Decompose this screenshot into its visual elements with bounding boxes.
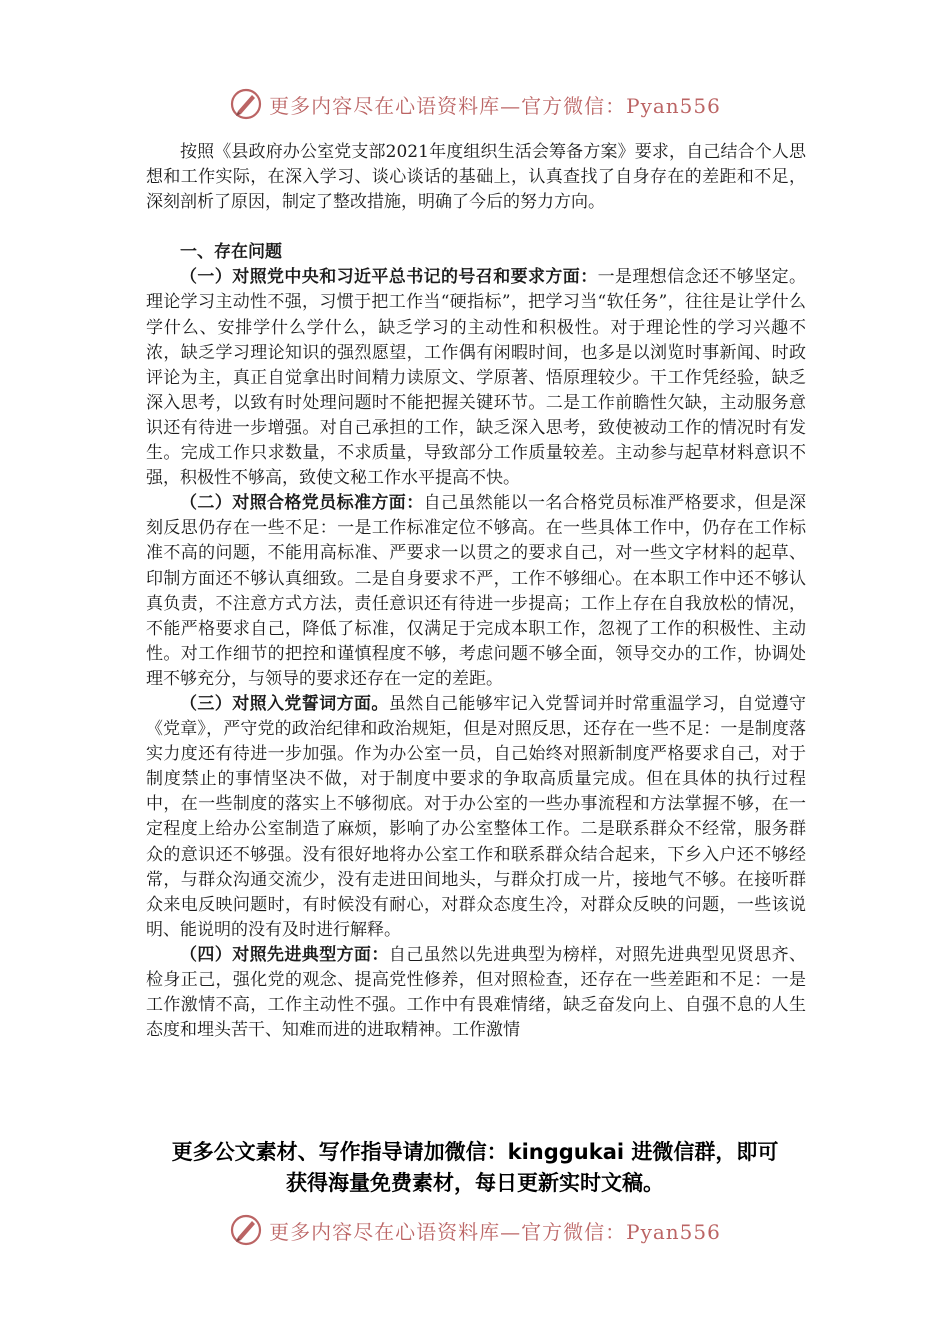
watermark-text-top: 更多内容尽在心语资料库—官方微信：Pyan556 (269, 93, 721, 118)
paragraph-lead: （一）对照党中央和习近平总书记的号召和要求方面： (180, 267, 598, 288)
document-body (146, 140, 806, 1043)
paragraph-lead: （四）对照先进典型方面： (180, 944, 389, 965)
watermark-text-bottom: 更多内容尽在心语资料库—官方微信：Pyan556 (269, 1219, 721, 1244)
paragraph-lead: （二）对照合格党员标准方面： (180, 493, 424, 514)
watermark-banner-bottom (0, 1210, 950, 1250)
paragraph-1 (146, 265, 806, 491)
watermark-banner-top (0, 84, 950, 124)
paragraph-body: 一是理想信念还不够坚定。理论学习主动性不强，习惯于把工作当“硬指标”，把学习当“软任务”，往往是让学什么学什么、安排学什么学什么，缺乏学习的主动性和积极性。对于理论性的学习兴趣不浓，缺乏学习理论知识的强烈愿望，工作偶有闲暇时间，也多是以浏览时事新闻、时政评论为主，真正自觉拿出时间精力读原文、学原著、悟原理较少。干工作凭经验，缺乏深入思考，以致有时处理问题时不能把握关键环节。二是工作前瞻性欠缺，主动服务意识还有待进一步增强。对自己承担的工作，缺乏深入思考，致使被动工作的情况时有发生。完成工作只求数量，不求质量，导致部分工作质量较差。主动参与起草材料意识不强，积极性不够高，致使文秘工作水平提高不快。 (146, 267, 807, 489)
paragraph-2 (146, 491, 806, 692)
paragraph-body: 自己虽然以先进典型为榜样，对照先进典型见贤思齐、检身正己，强化党的观念、提高党性修养，但对照检查，还存在一些差距和不足：一是工作激情不高，工作主动性不强。工作中有畏难情绪，缺乏奋发向上、自强不息的人生态度和埋头苦干、知难而进的进取精神。工作激情 (146, 944, 807, 1041)
paragraph-4 (146, 943, 806, 1043)
promo-notice (0, 1137, 950, 1199)
pen-logo-icon (229, 1213, 263, 1247)
paragraph-body: 自己虽然能以一名合格党员标准严格要求，但是深刻反思仍存在一些不足：一是工作标准定位不够高。在一些具体工作中，仍存在工作标准不高的问题，不能用高标准、严要求一以贯之的要求自己，对一些文字材料的起草、印制方面还不够认真细致。二是自身要求不严，工作不够细心。在本职工作中还不够认真负责，不注意方式方法，责任意识还有待进一步提高；工作上存在自我放松的情况，不能严格要求自己，降低了标准，仅满足于完成本职工作，忽视了工作的积极性、主动性。对工作细节的把控和谨慎程度不够，考虑问题不够全面，领导交办的工作，协调处理不够充分，与领导的要求还存在一定的差距。 (146, 493, 807, 689)
paragraph-3 (146, 692, 806, 943)
intro-paragraph: 按照《县政府办公室党支部2021年度组织生活会筹备方案》要求，自己结合个人思想和工作实际，在深入学习、谈心谈话的基础上，认真查找了自身存在的差距和不足，深刻剖析了原因，制定了整改措施，明确了今后的努力方向。 (146, 142, 806, 213)
promo-line-1: 更多公文素材、写作指导请加微信：kinggukai 进微信群，即可 (171, 1140, 779, 1164)
paragraph-body: 虽然自己能够牢记入党誓词并时常重温学习，自觉遵守《党章》，严守党的政治纪律和政治规矩，但是对照反思，还存在一些不足：一是制度落实力度还有待进一步加强。作为办公室一员，自己始终对照新制度严格要求自己，对于制度禁止的事情坚决不做，对于制度中要求的争取高质量完成。但在具体的执行过程中，在一些制度的落实上不够彻底。对于办公室的一些办事流程和方法掌握不够，在一定程度上给办公室制造了麻烦，影响了办公室整体工作。二是联系群众不经常，服务群众的意识还不够强。没有很好地将办公室工作和联系群众结合起来，下乡入户还不够经常，与群众沟通交流少，没有走进田间地头，与群众打成一片，接地气不够。在接听群众来电反映问题时，有时候没有耐心，对群众态度生冷，对群众反映的问题，一些该说明、能说明的没有及时进行解释。 (146, 693, 807, 940)
paragraph-lead: （三）对照入党誓词方面。 (180, 693, 389, 714)
pen-logo-icon (229, 87, 263, 121)
section-heading: 一、存在问题 (180, 242, 282, 263)
promo-line-2: 获得海量免费素材，每日更新实时文稿。 (286, 1171, 664, 1195)
